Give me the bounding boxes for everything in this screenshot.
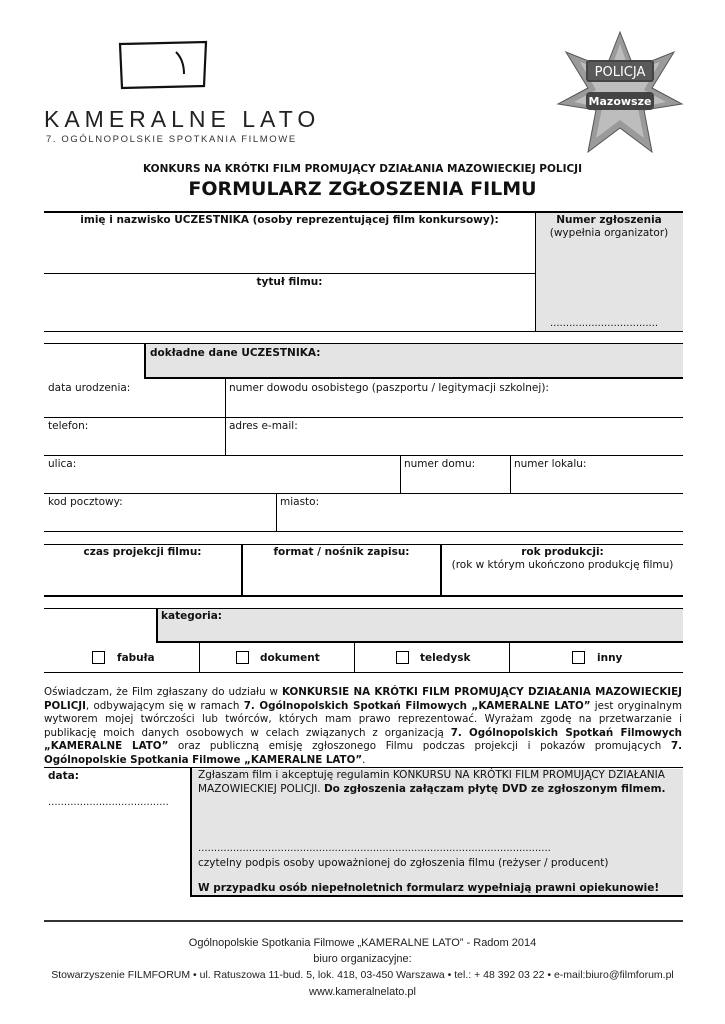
- category-dokument-checkbox[interactable]: [236, 651, 249, 664]
- production-year-label: rok produkcji:: [521, 546, 604, 558]
- form-title: FORMULARZ ZGŁOSZENIA FILMU: [188, 178, 537, 200]
- category-fabula-checkbox[interactable]: [92, 651, 105, 664]
- street-label: ulica:: [48, 458, 77, 470]
- participant-data-heading: dokładne dane UCZESTNIKA:: [150, 347, 321, 359]
- signature-label: czytelny podpis osoby upoważnionej do zgłoszenia filmu (reżyser / producent): [198, 857, 609, 869]
- participant-name-label: imię i nazwisko UCZESTNIKA (osoby reprezentującej film konkursowy):: [80, 214, 499, 226]
- email-label: adres e-mail:: [229, 420, 298, 432]
- production-year-note: (rok w którym ukończono produkcję filmu): [451, 559, 674, 571]
- brand-title: KAMERALNE LATO: [44, 106, 321, 132]
- house-number-label: numer domu:: [404, 458, 476, 470]
- signature-dots: ...............................................................................................................: [198, 843, 551, 854]
- category-fabula-label: fabuła: [117, 652, 155, 664]
- footer-event: Ogólnopolskie Spotkania Filmowe „KAMERALNE LATO” - Radom 2014: [188, 937, 537, 949]
- category-teledysk-checkbox[interactable]: [396, 651, 409, 664]
- phone-label: telefon:: [48, 420, 89, 432]
- category-inny-checkbox[interactable]: [572, 651, 585, 664]
- category-teledysk-label: teledysk: [420, 652, 471, 664]
- police-badge-icon: [556, 30, 684, 158]
- format-label: format / nośnik zapisu:: [273, 546, 410, 558]
- category-dokument-label: dokument: [260, 652, 320, 664]
- date-dots: ......................................: [48, 797, 169, 808]
- entry-number-label: Numer zgłoszenia: [556, 214, 662, 226]
- footer-office-label: biuro organizacyjne:: [313, 953, 412, 965]
- postal-code-label: kod pocztowy:: [48, 496, 123, 508]
- flat-number-label: numer lokalu:: [514, 458, 587, 470]
- birth-date-label: data urodzenia:: [48, 382, 131, 394]
- brand-subtitle: 7. OGÓLNOPOLSKIE SPOTKANIA FILMOWE: [46, 134, 297, 145]
- date-label: data:: [48, 770, 79, 782]
- film-frame-logo-icon: [118, 40, 208, 90]
- film-title-label: tytuł filmu:: [256, 276, 323, 288]
- category-heading: kategoria:: [161, 610, 223, 622]
- category-inny-label: inny: [597, 652, 623, 664]
- minors-note: W przypadku osób niepełnoletnich formularz wypełniają prawni opiekunowie!: [198, 882, 660, 894]
- city-label: miasto:: [280, 496, 320, 508]
- category-heading-box: [157, 609, 683, 641]
- badge-bottom-text: Mazowsze: [588, 95, 652, 108]
- duration-label: czas projekcji filmu:: [83, 546, 202, 558]
- footer-website-link[interactable]: www.kameralnelato.pl: [309, 986, 416, 998]
- id-number-label: numer dowodu osobistego (paszportu / legitymacji szkolnej):: [229, 382, 549, 394]
- contest-title: KONKURS NA KRÓTKI FILM PROMUJĄCY DZIAŁANIA MAZOWIECKIEJ POLICJI: [143, 163, 582, 175]
- entry-number-dots: ..................................: [550, 318, 659, 329]
- statement-paragraph: Oświadczam, że Film zgłaszany do udziału w KONKURSIE NA KRÓTKI FILM PROMUJĄCY DZIAŁANIA MAZOWIECKIEJ POLICJI, odbywającym się w ramach 7. Ogólnopolskich Spotkań Filmowych „KAMERALNE LATO” jest oryginalnym wytworem mojej twórczości lub twórców, których mam prawo reprezentować. Wyrażam zgodę na przetwarzanie i publikację moich danych osobowych w celach związanych z organizacją 7. Ogólnopolskich Spotkań Filmowych „KAMERALNE LATO” oraz publiczną emisję zgłoszonego Filmu podczas projekcji i pokazów promujących 7. Ogólnopolskie Spotkania Filmowe „KAMERALNE LATO”.: [44, 686, 683, 766]
- entry-number-note: (wypełnia organizator): [549, 227, 669, 239]
- accept-text: Zgłaszam film i akceptuję regulamin KONKURSU NA KRÓTKI FILM PROMUJĄCY DZIAŁANIA MAZOWIECKIEJ POLICJI. Do zgłoszenia załączam płytę DVD ze zgłoszonym filmem.: [198, 769, 666, 795]
- footer-address: Stowarzyszenie FILMFORUM • ul. Ratuszowa 11-bud. 5, lok. 418, 03-450 Warszawa • tel.: + 48 392 03 22 • e-mail:biuro@filmforum.pl: [51, 969, 674, 981]
- badge-top-text: POLICJA: [594, 65, 646, 80]
